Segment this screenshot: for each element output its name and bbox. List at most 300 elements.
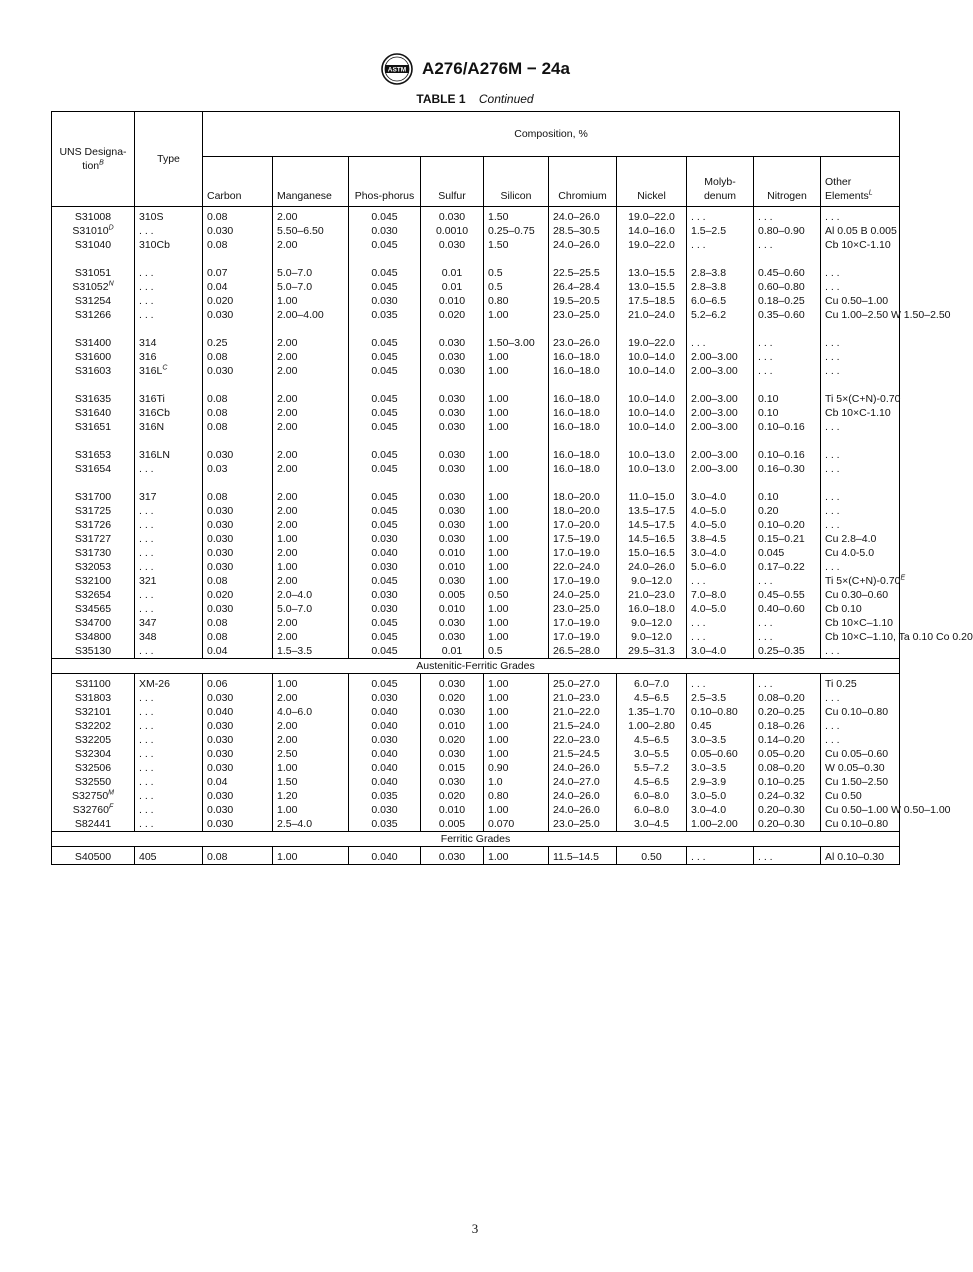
cell-value: 1.00 (488, 547, 509, 559)
cell-other-elements (821, 789, 900, 803)
cell-value: 1.00 (277, 533, 298, 545)
cell-value: 405 (139, 851, 157, 863)
cell-chromium (549, 476, 617, 504)
cell-nickel (617, 602, 687, 616)
cell-value: 0.030 (371, 804, 398, 816)
cell-value: 2.00 (277, 449, 298, 461)
cell-nickel (617, 761, 687, 775)
column-header-other-elements (821, 157, 900, 207)
cell-phosphorus (349, 280, 421, 294)
cell-value: 0.010 (438, 547, 466, 559)
cell-value: 9.0–12.0 (631, 631, 672, 643)
cell-manganese (273, 761, 349, 775)
cell-sulfur (421, 308, 484, 322)
cell-value: 0.045 (371, 449, 398, 461)
cell-type (135, 674, 203, 692)
cell-value: S82441 (74, 818, 112, 830)
cell-value: 14.5–17.5 (628, 519, 675, 531)
cell-other-elements (821, 691, 900, 705)
cell-carbon (203, 350, 273, 364)
cell-nitrogen (754, 420, 821, 434)
cell-value: . . . (139, 519, 154, 531)
cell-value: 11.0–15.0 (628, 491, 675, 503)
cell-chromium (549, 560, 617, 574)
cell-manganese (273, 518, 349, 532)
table-row (52, 378, 900, 406)
cell-other-elements (821, 630, 973, 644)
cell-uns (52, 775, 135, 789)
column-header-nitrogen: Nitrogen (754, 157, 821, 207)
column-header-other-footnote: L (868, 189, 873, 197)
cell-value: 16.0–18.0 (628, 603, 675, 615)
cell-manganese (273, 674, 349, 692)
footnote-marker: E (900, 574, 906, 582)
cell-phosphorus (349, 207, 421, 225)
cell-molybdenum (687, 803, 754, 817)
cell-value: . . . (758, 631, 773, 643)
cell-value: 0.030 (207, 519, 234, 531)
cell-value: 0.035 (371, 309, 398, 321)
cell-other-elements (821, 616, 900, 630)
cell-value: 3.0–4.0 (691, 491, 727, 503)
cell-value: S31254 (74, 295, 112, 307)
cell-type (135, 789, 203, 803)
cell-value: 16.0–18.0 (553, 393, 600, 405)
column-header-type: Type (135, 112, 203, 207)
cell-value: 23.0–25.0 (553, 818, 600, 830)
cell-type (135, 224, 203, 238)
cell-value: 17.0–20.0 (553, 519, 600, 531)
column-header-phosphorus: Phos-phorus (349, 157, 421, 207)
cell-value: 1.00 (488, 575, 509, 587)
cell-sulfur (421, 719, 484, 733)
cell-value: 26.4–28.4 (553, 281, 600, 293)
cell-manganese (273, 574, 349, 588)
cell-silicon (484, 817, 549, 832)
cell-value: 1.00 (277, 804, 298, 816)
cell-value: S35130 (74, 645, 112, 657)
cell-phosphorus (349, 789, 421, 803)
table-row (52, 532, 900, 546)
cell-nitrogen (754, 847, 821, 865)
table-row (52, 434, 900, 462)
cell-value: Cb 10×C-1.10 (825, 239, 891, 251)
cell-nickel (617, 350, 687, 364)
cell-value: 1.00 (488, 748, 509, 760)
cell-value: 0.04 (207, 281, 228, 293)
cell-chromium (549, 294, 617, 308)
cell-other-elements (821, 294, 900, 308)
table-row (52, 504, 900, 518)
cell-value: 0.030 (438, 575, 466, 587)
table-row (52, 224, 900, 238)
cell-value: 2.00 (277, 547, 298, 559)
cell-value: . . . (139, 645, 154, 657)
cell-silicon (484, 574, 549, 588)
cell-value: . . . (139, 776, 154, 788)
cell-value: 2.00–3.00 (691, 449, 738, 461)
cell-value: 1.0 (488, 776, 503, 788)
cell-type (135, 207, 203, 225)
cell-value: 2.00 (277, 351, 298, 363)
cell-value: 21.5–24.0 (553, 720, 600, 732)
cell-value: 2.00–3.00 (691, 351, 738, 363)
table-row (52, 308, 900, 322)
cell-phosphorus (349, 560, 421, 574)
cell-value: 0.030 (438, 239, 466, 251)
cell-carbon (203, 406, 273, 420)
cell-value: 2.00 (277, 617, 298, 629)
cell-molybdenum (687, 280, 754, 294)
cell-carbon (203, 616, 273, 630)
cell-value: 26.5–28.0 (553, 645, 600, 657)
cell-nickel (617, 322, 687, 350)
cell-molybdenum (687, 674, 754, 692)
cell-other-elements (821, 238, 900, 252)
cell-silicon (484, 546, 549, 560)
cell-value: S31727 (74, 533, 112, 545)
cell-value: . . . (825, 421, 840, 433)
cell-value: 0.45 (691, 720, 712, 732)
cell-value: 0.06 (207, 678, 228, 690)
cell-nitrogen (754, 705, 821, 719)
cell-molybdenum (687, 761, 754, 775)
cell-phosphorus (349, 350, 421, 364)
cell-molybdenum (687, 308, 754, 322)
cell-type (135, 280, 203, 294)
cell-value: 0.030 (207, 603, 234, 615)
cell-phosphorus (349, 462, 421, 476)
cell-uns (52, 406, 135, 420)
cell-value: . . . (825, 281, 840, 293)
cell-sulfur (421, 674, 484, 692)
cell-value: Cu 2.8–4.0 (825, 533, 877, 545)
cell-value: 0.60–0.80 (758, 281, 805, 293)
cell-value: 1.00 (488, 804, 509, 816)
cell-value: S31008 (74, 211, 112, 223)
cell-value: 6.0–8.0 (633, 804, 670, 816)
cell-sulfur (421, 546, 484, 560)
cell-value: 0.015 (438, 762, 466, 774)
cell-silicon (484, 644, 549, 659)
cell-type (135, 238, 203, 252)
cell-value: 17.0–19.0 (553, 631, 600, 643)
cell-value: 1.00 (488, 561, 509, 573)
cell-type (135, 691, 203, 705)
table-body (52, 207, 973, 865)
cell-value: 18.0–20.0 (553, 505, 600, 517)
cell-molybdenum (687, 747, 754, 761)
cell-chromium (549, 775, 617, 789)
cell-type (135, 322, 203, 350)
cell-value: 0.030 (438, 365, 466, 377)
cell-value: 0.10–0.16 (758, 449, 805, 461)
cell-value: S32550 (74, 776, 112, 788)
cell-uns (52, 532, 135, 546)
cell-manganese (273, 616, 349, 630)
cell-value: 0.08–0.20 (758, 762, 805, 774)
cell-value: 0.01 (441, 281, 463, 293)
cell-value: 3.0–4.0 (691, 804, 727, 816)
cell-chromium (549, 588, 617, 602)
cell-other-elements (821, 847, 900, 865)
cell-value: 348 (139, 631, 157, 643)
cell-value: 0.030 (371, 225, 398, 237)
table-row (52, 238, 900, 252)
cell-value: 2.9–3.9 (691, 776, 727, 788)
astm-logo-icon (380, 52, 414, 86)
cell-value: 2.00 (277, 692, 298, 704)
cell-value: 0.40–0.60 (758, 603, 805, 615)
cell-value: 17.5–19.0 (553, 533, 600, 545)
cell-value: S34800 (74, 631, 112, 643)
cell-carbon (203, 420, 273, 434)
cell-uns (52, 378, 135, 406)
cell-nitrogen (754, 434, 821, 462)
cell-value: . . . (825, 365, 840, 377)
cell-value: S34565 (74, 603, 112, 615)
cell-value: 0.020 (207, 295, 234, 307)
cell-value: 0.25–0.35 (758, 645, 805, 657)
cell-phosphorus (349, 719, 421, 733)
cell-value: 0.08 (207, 351, 228, 363)
cell-value: 2.00 (277, 631, 298, 643)
cell-value: 24.0–26.0 (553, 790, 600, 802)
cell-carbon (203, 691, 273, 705)
cell-value: . . . (691, 678, 706, 690)
cell-value: 0.045 (371, 351, 398, 363)
cell-uns (52, 574, 135, 588)
cell-other-elements (821, 803, 951, 817)
cell-value: 0.08 (207, 631, 228, 643)
cell-molybdenum (687, 775, 754, 789)
cell-value: 1.00 (488, 421, 509, 433)
cell-type (135, 588, 203, 602)
cell-silicon (484, 294, 549, 308)
cell-nitrogen (754, 644, 821, 659)
table-row (52, 817, 900, 832)
cell-value: S32750 (71, 790, 109, 802)
cell-value: . . . (139, 762, 154, 774)
table-row (52, 630, 900, 644)
cell-type (135, 518, 203, 532)
cell-carbon (203, 364, 273, 378)
cell-value: 0.45–0.55 (758, 589, 805, 601)
cell-value: 0.030 (438, 407, 466, 419)
cell-value: 0.010 (438, 603, 466, 615)
cell-nickel (617, 518, 687, 532)
cell-value: . . . (825, 351, 840, 363)
cell-value: 0.08 (207, 575, 228, 587)
cell-value: 0.030 (438, 851, 466, 863)
table-row (52, 350, 900, 364)
cell-type (135, 733, 203, 747)
cell-value: 0.040 (371, 748, 398, 760)
cell-phosphorus (349, 588, 421, 602)
cell-value: 0.10–0.25 (758, 776, 805, 788)
cell-value: 0.10 (758, 393, 779, 405)
cell-type (135, 364, 203, 378)
cell-value: 316 (139, 351, 157, 363)
cell-value: 0.10–0.80 (691, 706, 738, 718)
cell-uns (52, 364, 135, 378)
cell-uns (52, 207, 135, 225)
cell-sulfur (421, 476, 484, 504)
table-row (52, 252, 900, 280)
cell-other-elements (821, 761, 900, 775)
cell-molybdenum (687, 350, 754, 364)
cell-silicon (484, 207, 549, 225)
cell-carbon (203, 803, 273, 817)
cell-value: S31600 (74, 351, 112, 363)
cell-value: S34700 (74, 617, 112, 629)
cell-value: 2.00 (277, 239, 298, 251)
cell-value: 1.00 (488, 720, 509, 732)
cell-value: . . . (139, 267, 154, 279)
cell-chromium (549, 238, 617, 252)
cell-chromium (549, 308, 617, 322)
cell-value: . . . (691, 617, 706, 629)
cell-other-elements (821, 644, 900, 659)
cell-value: 0.80–0.90 (758, 225, 805, 237)
cell-value: 0.030 (207, 720, 234, 732)
cell-phosphorus (349, 691, 421, 705)
cell-value: S32053 (74, 561, 112, 573)
cell-value: 0.020 (438, 790, 466, 802)
section-header-row (52, 832, 900, 847)
cell-nickel (617, 817, 687, 832)
cell-nickel (617, 630, 687, 644)
cell-value: 10.0–13.0 (628, 463, 675, 475)
cell-sulfur (421, 588, 484, 602)
table-row (52, 476, 900, 504)
cell-nickel (617, 378, 687, 406)
cell-nickel (617, 719, 687, 733)
cell-phosphorus (349, 602, 421, 616)
cell-value: . . . (139, 804, 154, 816)
cell-nitrogen (754, 803, 821, 817)
cell-value: 0.045 (371, 239, 398, 251)
cell-value: 1.00 (488, 365, 509, 377)
cell-carbon (203, 207, 273, 225)
cell-value: 0.005 (438, 818, 466, 830)
table-row (52, 761, 900, 775)
cell-value: XM-26 (139, 678, 170, 690)
cell-value: 316L (139, 365, 163, 377)
cell-nickel (617, 803, 687, 817)
cell-value: . . . (691, 575, 706, 587)
cell-value: 0.08 (207, 491, 228, 503)
cell-value: S31635 (74, 393, 112, 405)
cell-chromium (549, 574, 617, 588)
cell-type (135, 817, 203, 832)
cell-uns (52, 476, 135, 504)
cell-carbon (203, 733, 273, 747)
cell-type (135, 574, 203, 588)
cell-value: 0.045 (758, 547, 785, 559)
cell-type (135, 504, 203, 518)
cell-molybdenum (687, 207, 754, 225)
table-row (52, 364, 900, 378)
cell-nitrogen (754, 322, 821, 350)
cell-chromium (549, 462, 617, 476)
cell-uns (52, 616, 135, 630)
cell-molybdenum (687, 560, 754, 574)
cell-value: 0.030 (438, 706, 466, 718)
cell-other-elements (821, 420, 900, 434)
cell-chromium (549, 761, 617, 775)
cell-value: 2.00–3.00 (691, 365, 738, 377)
cell-value: 1.00 (488, 706, 509, 718)
cell-nitrogen (754, 630, 821, 644)
cell-value: 7.0–8.0 (691, 589, 727, 601)
cell-value: S31051 (74, 267, 112, 279)
cell-sulfur (421, 817, 484, 832)
cell-silicon (484, 602, 549, 616)
cell-manganese (273, 420, 349, 434)
cell-chromium (549, 364, 617, 378)
cell-carbon (203, 532, 273, 546)
cell-value: Cu 1.00–2.50 W 1.50–2.50 (825, 309, 951, 321)
cell-value: 0.045 (371, 211, 398, 223)
cell-silicon (484, 747, 549, 761)
cell-value: 317 (139, 491, 157, 503)
cell-silicon (484, 322, 549, 350)
cell-value: 0.05–0.60 (691, 748, 738, 760)
cell-phosphorus (349, 775, 421, 789)
cell-nickel (617, 462, 687, 476)
cell-value: 1.00 (488, 449, 509, 461)
cell-molybdenum (687, 434, 754, 462)
cell-other-elements (821, 364, 900, 378)
cell-type (135, 747, 203, 761)
cell-phosphorus (349, 546, 421, 560)
cell-value: 1.5–3.5 (277, 645, 313, 657)
cell-type (135, 616, 203, 630)
cell-value: 2.00–4.00 (277, 309, 324, 321)
table-row (52, 462, 900, 476)
table-row (52, 789, 900, 803)
cell-molybdenum (687, 518, 754, 532)
cell-value: S31266 (74, 309, 112, 321)
cell-value: 1.00 (488, 505, 509, 517)
cell-value: 5.0–7.0 (277, 603, 313, 615)
cell-value: 0.24–0.32 (758, 790, 805, 802)
cell-manganese (273, 588, 349, 602)
cell-value: S32654 (74, 589, 112, 601)
cell-nitrogen (754, 775, 821, 789)
cell-value: 13.0–15.5 (628, 281, 675, 293)
cell-value: 0.05–0.20 (758, 748, 805, 760)
cell-phosphorus (349, 308, 421, 322)
cell-value: 5.2–6.2 (691, 309, 727, 321)
cell-value: . . . (691, 851, 706, 863)
cell-type (135, 434, 203, 462)
cell-value: 0.10 (758, 491, 779, 503)
cell-nickel (617, 574, 687, 588)
cell-silicon (484, 238, 549, 252)
cell-value: 0.045 (371, 421, 398, 433)
cell-value: 0.08 (207, 407, 228, 419)
cell-value: 0.045 (371, 337, 398, 349)
cell-manganese (273, 322, 349, 350)
cell-value: 0.80 (488, 790, 509, 802)
table-row (52, 719, 900, 733)
cell-nitrogen (754, 406, 821, 420)
cell-value: . . . (825, 463, 840, 475)
cell-value: 0.20 (758, 505, 779, 517)
cell-value: 316Cb (139, 407, 170, 419)
